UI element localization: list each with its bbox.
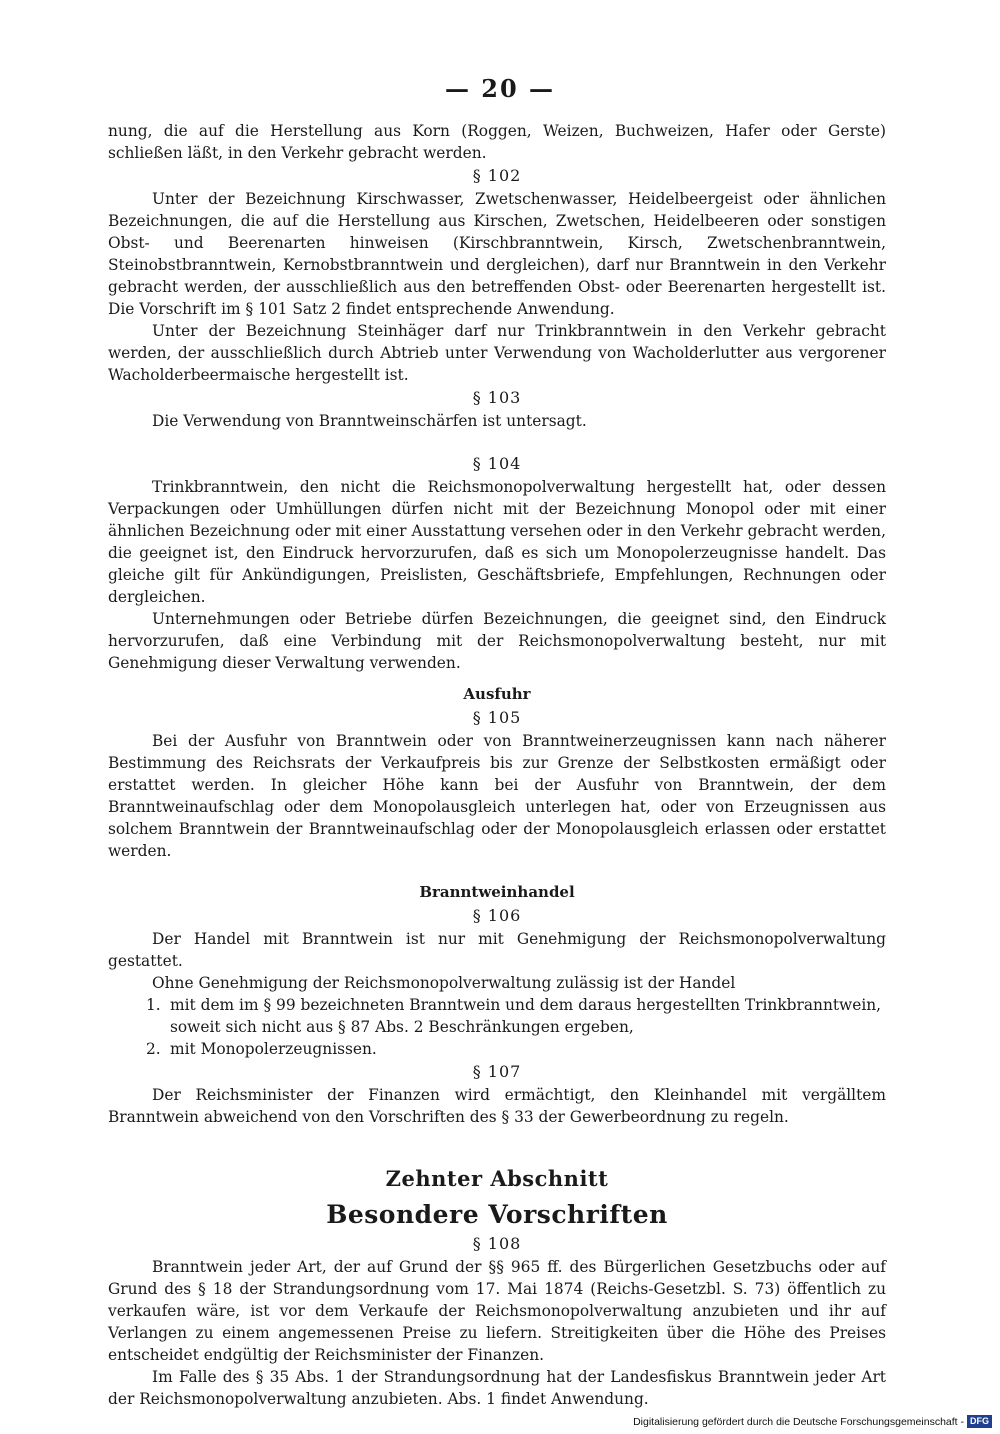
section-108-heading: § 108 [472,1234,522,1253]
chapter-title: Zehnter Abschnitt [385,1166,609,1191]
list-item-number: 1. [146,996,161,1014]
page-number: — 20 — [444,74,556,103]
section-106-paragraph-2: Ohne Genehmigung der Reichsmonopolverwaltung zulässig ist der Handel [152,974,736,992]
branntweinhandel-title: Branntweinhandel [419,883,575,901]
section-103-paragraph-1: Die Verwendung von Branntweinschärfen ist untersagt. [152,412,587,430]
list-item [108,1038,886,1060]
list-item-text: mit dem im § 99 bezeichneten Branntwein und dem daraus hergestellten Trinkbranntwein, [170,996,882,1014]
section-102-heading: § 102 [472,166,522,185]
section-108-paragraph-1: Branntwein jeder Art, der auf Grund der §§ 965 ff. des Bürgerlichen Gesetzbuchs oder auf Grund des § 18 der Strandungsordnung vom 17. Mai 1874 (Reichs-Gesetzbl. S. 73) öffentlich zu verkaufen wäre, ist vor dem Verkaufe der Reichsmonopolverwaltung anzubieten und ihr auf Verlangen zu einem angemessenen Preise zu liefern. Streitigkeiten über die Höhe des Preises entscheidet endgültig der Reichsminister der Finanzen. [108,1258,886,1364]
footer-text: Digitalisierung gefördert durch die Deutsche Forschungsgemeinschaft - [633,1415,964,1428]
dfg-logo-icon: DFG [967,1415,992,1428]
section-106-paragraph-1: Der Handel mit Branntwein ist nur mit Genehmigung der Reichsmonopolverwaltung gestattet. [108,930,886,970]
digitization-footer [633,1415,992,1428]
chapter-subtitle: Besondere Vorschriften [326,1200,668,1229]
intro-continuation: nung, die auf die Herstellung aus Korn (Roggen, Weizen, Buchweizen, Hafer oder Gerste) schließen läßt, in den Verkehr gebracht werden. [108,122,886,162]
section-104-paragraph-2: Unternehmungen oder Betriebe dürfen Bezeichnungen, die geeignet sind, den Eindruck hervorzurufen, daß eine Verbindung mit der Reichsmonopolverwaltung besteht, nur mit Genehmigung dieser Verwaltung verwenden. [108,610,886,672]
section-105-heading: § 105 [472,708,522,727]
section-107-heading: § 107 [472,1062,522,1081]
section-102-paragraph-1: Unter der Bezeichnung Kirschwasser, Zwetschenwasser, Heidelbeergeist oder ähnlichen Bezeichnungen, die auf die Herstellung aus Kirschen, Zwetschen, Heidelbeeren oder sonstigen Obst- und Beerenarten hinweisen (Kirschbranntwein, Kirsch, Zwetschenbranntwein, Steinobstbranntwein, Kernobstbranntwein und dergleichen), darf nur Branntwein in den Verkehr gebracht werden, der ausschließlich aus den betreffenden Obst- oder Beerenarten hergestellt ist. Die Vorschrift im § 101 Satz 2 findet entsprechende Anwendung. [108,190,886,318]
spacer [108,862,886,872]
section-106-heading: § 106 [472,906,522,925]
section-104-heading: § 104 [472,454,522,473]
spacer [108,432,886,452]
section-104-paragraph-1: Trinkbranntwein, den nicht die Reichsmonopolverwaltung hergestellt hat, oder dessen Verpackungen oder Umhüllungen dürfen nicht mit der Bezeichnung Monopol oder mit einer ähnlichen Bezeichnung oder mit einer Ausstattung versehen oder in den Verkehr gebracht werden, die geeignet ist, den Eindruck hervorzurufen, daß es sich um Monopolerzeugnisse handelt. Das gleiche gilt für Ankündigungen, Preislisten, Geschäftsbriefe, Empfehlungen, Rechnungen oder dergleichen. [108,478,886,606]
list-item-continuation: soweit sich nicht aus § 87 Abs. 2 Beschränkungen ergeben, [170,1018,634,1036]
list-item [108,994,886,1016]
section-108-paragraph-2: Im Falle des § 35 Abs. 1 der Strandungsordnung hat der Landesfiskus Branntwein jeder Art der Reichsmonopolverwaltung anzubieten. Abs. 1 findet Anwendung. [108,1368,886,1408]
list-item-number: 2. [146,1040,161,1058]
ausfuhr-title: Ausfuhr [463,685,531,703]
text-body [108,120,886,1410]
section-107-paragraph-1: Der Reichsminister der Finanzen wird ermächtigt, den Kleinhandel mit vergälltem Branntwein abweichend von den Vorschriften des § 33 der Gewerbeordnung zu regeln. [108,1086,886,1126]
list-item-text: mit Monopolerzeugnissen. [170,1040,377,1058]
section-103-heading: § 103 [472,388,522,407]
section-102-paragraph-2: Unter der Bezeichnung Steinhäger darf nur Trinkbranntwein in den Verkehr gebracht werden, der ausschließlich durch Abtrieb unter Verwendung von Wacholderlutter aus vergorener Wacholderbeermaische hergestellt ist. [108,322,886,384]
section-105-paragraph-1: Bei der Ausfuhr von Branntwein oder von Branntweinerzeugnissen kann nach näherer Bestimmung des Reichsrats der Verkaufpreis bis zur Grenze der Selbstkosten ermäßigt oder erstattet werden. In gleicher Höhe kann bei der Ausfuhr von Branntwein, der dem Branntweinaufschlag oder dem Monopolausgleich unterlegen hat, oder von Erzeugnissen aus solchem Branntwein der Branntweinaufschlag oder der Monopolausgleich erlassen oder erstattet werden. [108,732,886,860]
